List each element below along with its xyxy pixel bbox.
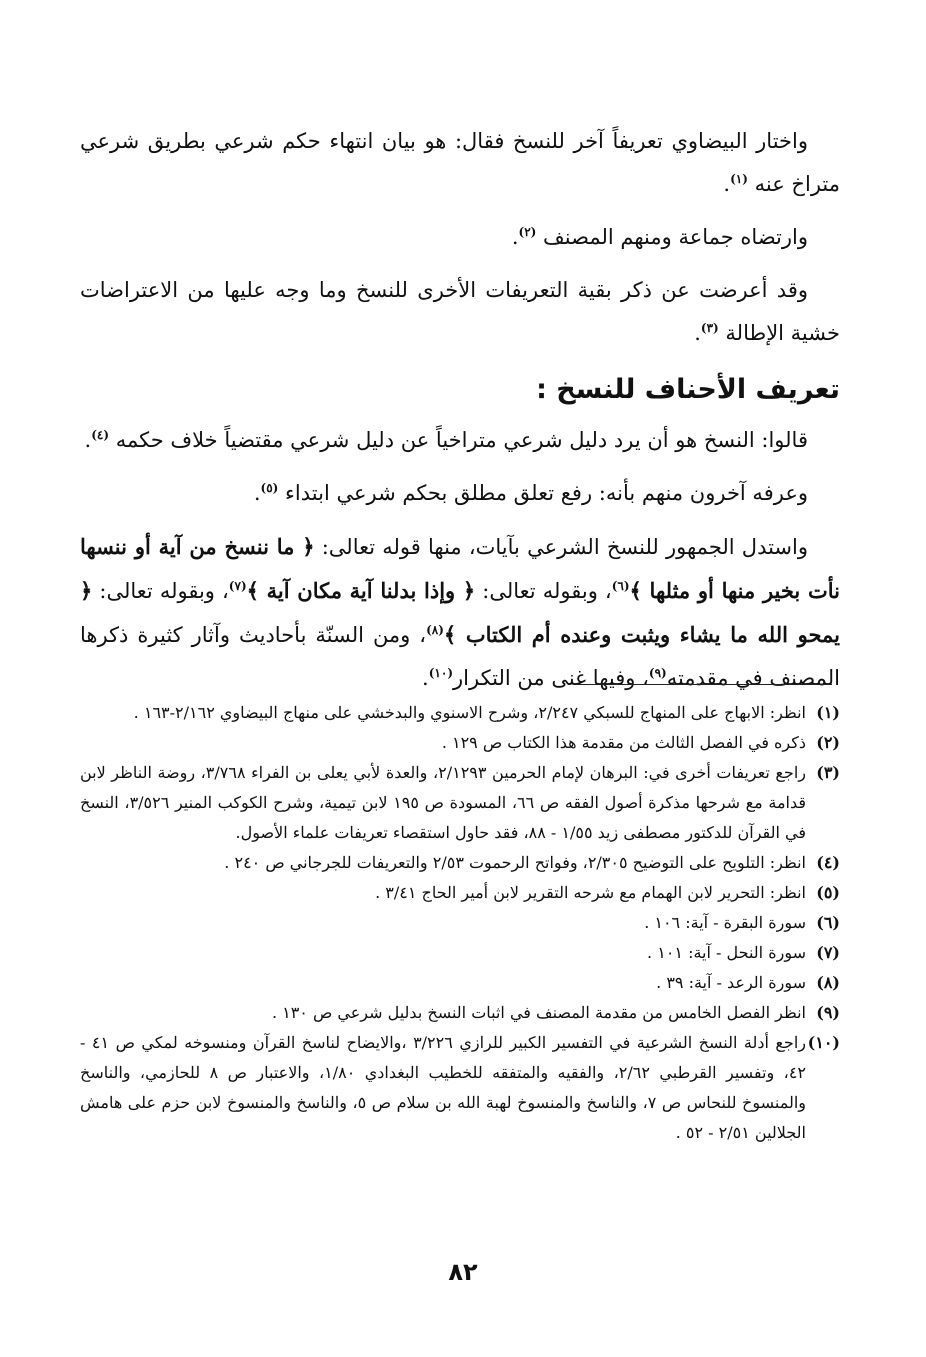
footnote-number: (٧) — [816, 943, 840, 962]
footnote-number: (٦) — [816, 913, 840, 932]
footnote-ref-6[interactable]: (٦) — [611, 579, 630, 593]
footnote-text: راجع تعريفات أخرى في: البرهان لإمام الحرمين ٢/١٢٩٣، والعدة لأبي يعلى بن الفراء ٣/٧٦٨، روضة الناظر لابن قدامة مع شرحها مذكرة أصول الفقه ص ٦٦، المسودة ص ١٩٥ لابن تيمية، وشرح الكوكب المنير ٣/٥٢٦، النسخ في القرآن للدكتور مصطفى زيد ١/٥٥ - ٨٨، فقد حاول استقصاء تعريفات علماء الأصول. — [80, 763, 807, 842]
footnote-text: انظر: الابهاج على المنهاج للسبكي ٢/٢٤٧، وشرح الاسنوي والبدخشي على منهاج البيضاوي ٢/١٦٢-١٦٣ . — [133, 703, 806, 722]
footnote-item — [80, 1028, 840, 1148]
footnote-ref-4[interactable]: (٤) — [91, 428, 110, 442]
footnote-item — [80, 878, 840, 908]
footnote-number: (٤) — [816, 853, 840, 872]
footnote-text: راجع أدلة النسخ الشرعية في التفسير الكبير للرازي ٣/٢٢٦ ،والايضاح لناسخ القرآن ومنسوخه لمكي ص ٤١ - ٤٢، وتفسير القرطبي ٢/٦٢، والفقيه والمتفقه للخطيب البغدادي ١/٨٠، والاعتبار ص ٨ للحازمي، والناسخ والمنسوخ للنحاس ص ٧، والناسخ والمنسوخ لهبة الله بن سلام ص ٥، والناسخ والمنسوخ لابن حزم على هامش الجلالين ٢/٥١ - ٥٢ . — [80, 1033, 807, 1142]
footnote-ref-7[interactable]: (٧) — [228, 579, 247, 593]
footnote-number: (٢) — [816, 733, 840, 752]
footnote-ref-2[interactable]: (٢) — [518, 225, 537, 239]
footnote-text: ذكره في الفصل الثالث من مقدمة هذا الكتاب ص ١٢٩ . — [441, 733, 806, 752]
footnote-text: سورة النحل - آية: ١٠١ . — [647, 943, 806, 962]
section-heading: تعريف الأحناف للنسخ : — [536, 374, 840, 405]
quran-quote-rad: ﴿ يمحو الله ما يشاء ويثبت وعنده أم الكتاب ﴾ — [80, 578, 840, 647]
footnote-text: سورة البقرة - آية: ١٠٦ . — [644, 913, 806, 932]
page-number: ٨٢ — [448, 1258, 478, 1286]
footnote-item — [80, 938, 840, 968]
footnote-text: انظر الفصل الخامس من مقدمة المصنف في اثبات النسخ بدليل شرعي ص ١٣٠ . — [271, 1003, 806, 1022]
footnote-text: انظر: التحرير لابن الهمام مع شرحه التقرير لابن أمير الحاج ٣/٤١ . — [375, 883, 806, 902]
main-text — [80, 120, 840, 710]
footnote-item — [80, 728, 840, 758]
paragraph-endorsement: وارتضاه جماعة ومنهم المصنف $^{(٢)}$. — [511, 225, 808, 249]
footnote-number: (٩) — [816, 1003, 840, 1022]
footnote-item — [80, 698, 840, 728]
quran-quote-baqara: ﴿ ما ننسخ من آية أو ننسها نأت بخير منها أو مثلها ﴾ — [80, 534, 840, 603]
footnote-number: (١) — [816, 703, 840, 722]
paragraph-evidence: واستدل الجمهور للنسخ الشرعي بآيات، منها قوله تعالى: ﴿ ما ننسخ من آية أو ننسها نأت بخير منها أو مثلها ﴾$^{(٦)}$، وبقوله تعالى: ﴿ وإذا بدلنا آية مكان آية ﴾$^{(٧)}$، وبقوله تعالى: ﴿ يمحو الله ما يشاء ويثبت وعنده أم الكتاب ﴾$^{(٨)}$، ومن السنّة بأحاديث وآثار كثيرة ذكرها المصنف في مقدمته$^{(٩)}$، وفيها غنى من التكرار$^{(١٠)}$. — [80, 534, 840, 690]
footnote-number: (٥) — [816, 883, 840, 902]
footnote-ref-8[interactable]: (٨) — [426, 623, 444, 637]
quran-quote-nahl: ﴿ وإذا بدلنا آية مكان آية ﴾ — [246, 578, 476, 603]
paragraph-baydawi-definition: واختار البيضاوي تعريفاً آخر للنسخ فقال: هو بيان انتهاء حكم شرعي بطريق شرعي متراخ عنه $^{(١)}$. — [80, 129, 840, 196]
footnote-ref-5[interactable]: (٥) — [260, 481, 279, 495]
paragraph-alternative-definition: وعرفه آخرون منهم بأنه: رفع تعلق مطلق بحكم شرعي ابتداء $^{(٥)}$. — [253, 481, 808, 505]
footnote-number: (٨) — [816, 973, 840, 992]
footnote-item — [80, 998, 840, 1028]
footnote-item — [80, 848, 840, 878]
footnote-text: سورة الرعد - آية: ٣٩ . — [656, 973, 806, 992]
footnote-number: (٣) — [816, 763, 840, 782]
footnote-text: انظر: التلويح على التوضيح ٢/٣٠٥، وفواتح الرحموت ٢/٥٣ والتعريفات للجرجاني ص ٢٤٠ . — [224, 853, 806, 872]
footnotes-section — [80, 698, 840, 1148]
footnote-number: (١٠) — [807, 1033, 840, 1052]
footnote-item — [80, 908, 840, 938]
footnote-ref-9[interactable]: (٩) — [648, 666, 667, 680]
paragraph-omission-note: وقد أعرضت عن ذكر بقية التعريفات الأخرى للنسخ وما وجه عليها من الاعتراضات خشية الإطالة $^{(٣)}$. — [80, 278, 840, 345]
footnote-ref-10[interactable]: (١٠) — [428, 666, 453, 680]
paragraph-hanafi-definition: قالوا: النسخ هو أن يرد دليل شرعي متراخياً عن دليل شرعي مقتضياً خلاف حكمه $^{(٤)}$. — [84, 428, 808, 452]
footnote-item — [80, 968, 840, 998]
footnote-item — [80, 758, 840, 848]
footnote-ref-1[interactable]: (١) — [730, 172, 748, 186]
footnote-ref-3[interactable]: (٣) — [700, 321, 719, 335]
